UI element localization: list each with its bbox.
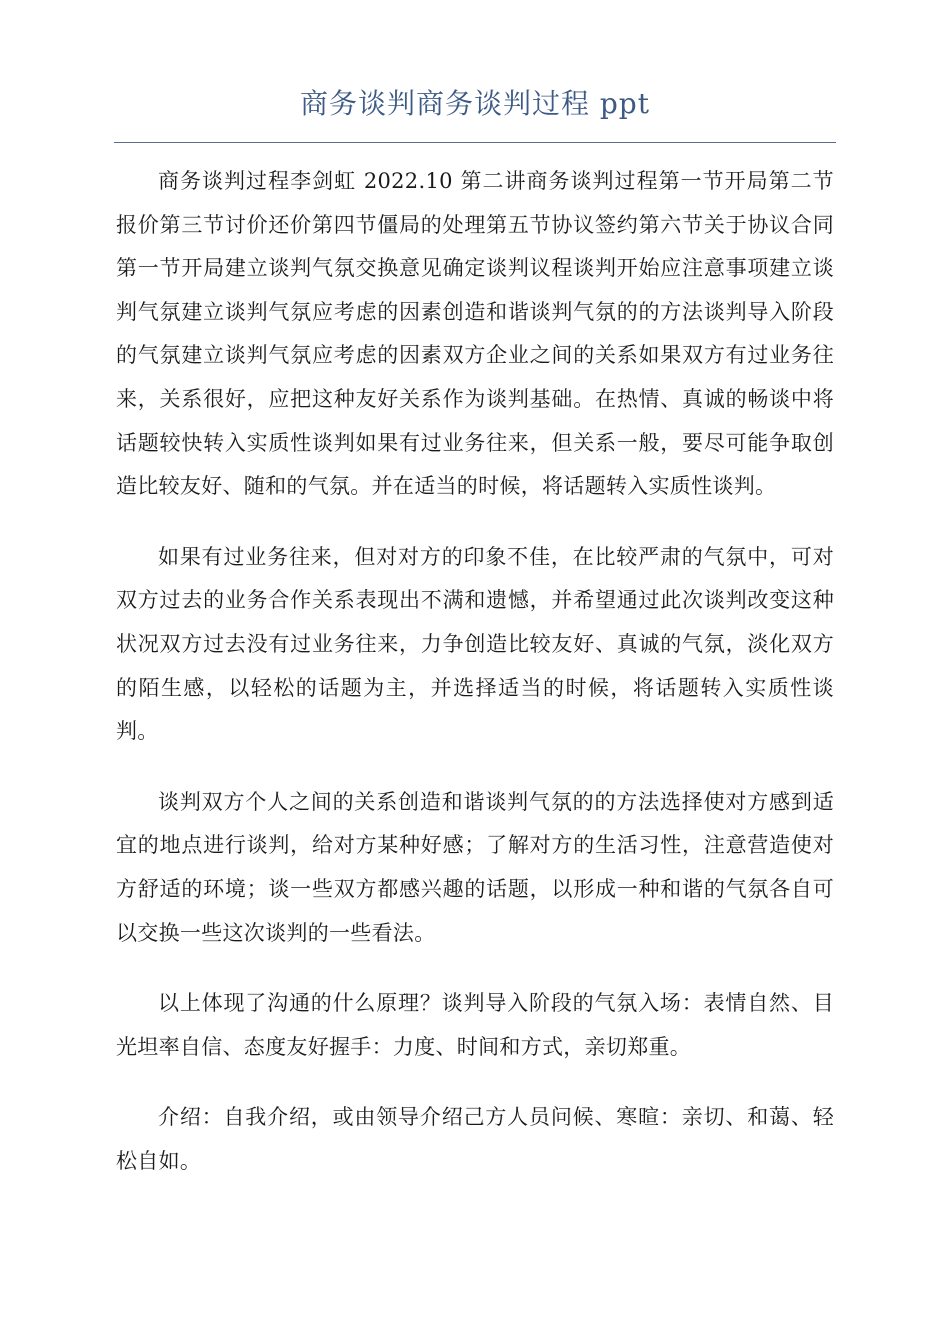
paragraph-3: 谈判双方个人之间的关系创造和谐谈判气氛的的方法选择使对方感到适宜的地点进行谈判，给对方某种好感；了解对方的生活习性，注意营造使对方舒适的环境；谈一些双方都感兴趣的话题，以形成一种和谐的气氛各自可以交换一些这次谈判的一些看法。 (116, 789, 834, 945)
paragraph-2: 如果有过业务往来，但对对方的印象不佳，在比较严肃的气氛中，可对双方过去的业务合作关系表现出不满和遗憾，并希望通过此次谈判改变这种状况双方过去没有过业务往来，力争创造比较友好、真诚的气氛，淡化双方的陌生感，以轻松的话题为主，并选择适当的时候，将话题转入实质性谈判。 (116, 544, 834, 744)
document-body (116, 160, 834, 1210)
paragraph-1: 商务谈判过程李剑虹 2022.10 第二讲商务谈判过程第一节开局第二节报价第三节讨价还价第四节僵局的处理第五节协议签约第六节关于协议合同第一节开局建立谈判气氛交换意见确定谈判议程谈判开始应注意事项建立谈判气氛建立谈判气氛应考虑的因素创造和谐谈判气氛的的方法谈判导入阶段的气氛建立谈判气氛应考虑的因素双方企业之间的关系如果双方有过业务往来，关系很好，应把这种友好关系作为谈判基础。在热情、真诚的畅谈中将话题较快转入实质性谈判如果有过业务往来，但关系一般，要尽可能争取创造比较友好、随和的气氛。并在适当的时候，将话题转入实质性谈判。 (116, 169, 834, 499)
document-title: 商务谈判商务谈判过程 ppt (299, 87, 650, 120)
paragraph-4: 以上体现了沟通的什么原理？谈判导入阶段的气氛入场：表情自然、目光坦率自信、态度友好握手：力度、时间和方式，亲切郑重。 (116, 991, 834, 1059)
paragraph-5: 介绍：自我介绍，或由领导介绍己方人员问候、寒暄：亲切、和蔼、轻松自如。 (116, 1105, 834, 1173)
title-divider (114, 142, 836, 143)
